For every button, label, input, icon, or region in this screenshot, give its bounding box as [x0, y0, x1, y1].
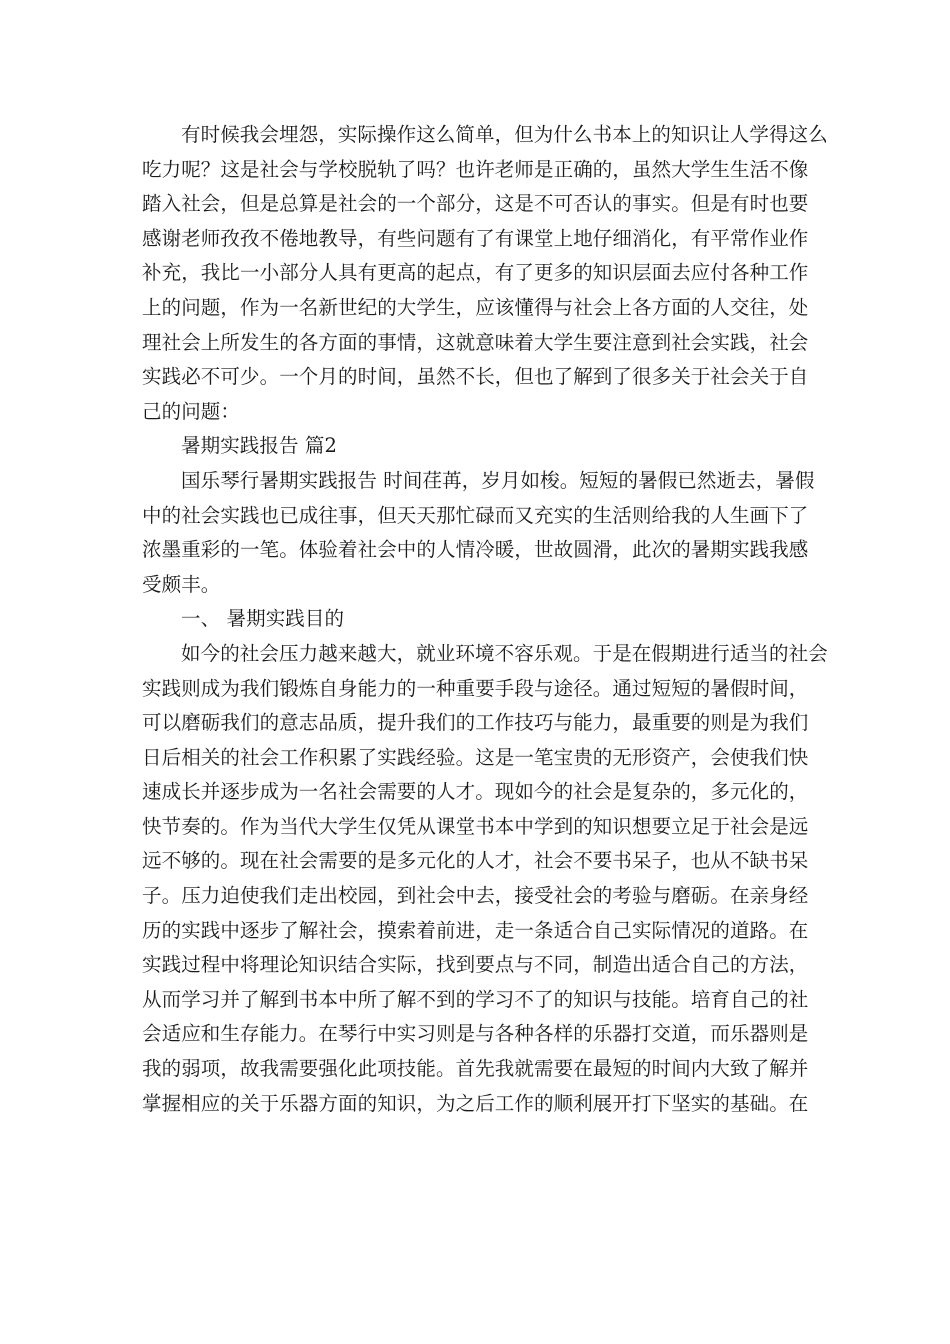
paragraph-purpose [142, 637, 828, 1121]
text-line: 从而学习并了解到书本中所了解不到的学习不了的知识与技能。培育自己的社 [142, 987, 809, 1011]
text-line: 踏入社会，但是总算是社会的一个部分，这是不可否认的事实。但是有时也要 [142, 192, 809, 216]
text-line: 速成长并逐步成为一名社会需要的人才。现如今的社会是复杂的，多元化的， [142, 780, 809, 804]
text-line: 补充，我比一小部分人具有更高的起点，有了更多的知识层面去应付各种工作 [142, 261, 809, 285]
text-line: 掌握相应的关于乐器方面的知识，为之后工作的顺利展开打下坚实的基础。在 [142, 1091, 809, 1115]
document-body [142, 118, 828, 1121]
text-line: 可以磨砺我们的意志品质，提升我们的工作技巧与能力，最重要的则是为我们 [142, 711, 809, 735]
paragraph-intro [142, 464, 815, 602]
text-line: 日后相关的社会工作积累了实践经验。这是一笔宝贵的无形资产，会使我们快 [142, 745, 809, 769]
text-line: 远不够的。现在社会需要的是多元化的人才，社会不要书呆子，也从不缺书呆 [142, 849, 809, 873]
text-line: 中的社会实践也已成往事，但天天那忙碌而又充实的生活则给我的人生画下了 [142, 503, 809, 527]
text-line: 如今的社会压力越来越大，就业环境不容乐观。于是在假期进行适当的社会 [181, 641, 828, 665]
section-heading-purpose [142, 602, 812, 637]
text-line: 我的弱项，故我需要强化此项技能。首先我就需要在最短的时间内大致了解并 [142, 1057, 809, 1081]
text-line: 实践则成为我们锻炼自身能力的一种重要手段与途径。通过短短的暑假时间， [142, 676, 809, 700]
text-line: 会适应和生存能力。在琴行中实习则是与各种各样的乐器打交道，而乐器则是 [142, 1022, 809, 1046]
text-line: 受颇丰。 [142, 572, 221, 596]
text-line: 吃力呢？这是社会与学校脱轨了吗？也许老师是正确的，虽然大学生生活不像 [142, 157, 809, 181]
text-line: 快节奏的。作为当代大学生仅凭从课堂书本中学到的知识想要立足于社会是远 [142, 814, 809, 838]
text-line: 浓墨重彩的一笔。体验着社会中的人情冷暖，世故圆滑，此次的暑期实践我感 [142, 538, 809, 562]
heading-line: 一、 暑期实践目的 [181, 607, 345, 631]
text-line: 子。压力迫使我们走出校园，到社会中去，接受社会的考验与磨砺。在亲身经 [142, 884, 809, 908]
text-line: 实践必不可少。一个月的时间，虽然不长，但也了解到了很多关于社会关于自 [142, 365, 809, 389]
heading-line: 暑期实践报告 篇2 [181, 434, 338, 458]
text-line: 国乐琴行暑期实践报告 时间荏苒，岁月如梭。短短的暑假已然逝去，暑假 [181, 468, 815, 492]
text-line: 历的实践中逐步了解社会，摸索着前进，走一条适合自己实际情况的道路。在 [142, 918, 809, 942]
section-heading-report-2 [142, 429, 812, 464]
text-line: 己的问题： [142, 399, 241, 423]
paragraph-1 [142, 118, 828, 429]
text-line: 有时候我会埋怨，实际操作这么简单，但为什么书本上的知识让人学得这么 [181, 123, 828, 146]
text-line: 实践过程中将理论知识结合实际，找到要点与不同，制造出适合自己的方法， [142, 953, 809, 977]
text-line: 感谢老师孜孜不倦地教导，有些问题有了有课堂上地仔细消化，有平常作业作 [142, 226, 809, 250]
text-line: 上的问题，作为一名新世纪的大学生，应该懂得与社会上各方面的人交往，处 [142, 295, 809, 319]
text-line: 理社会上所发生的各方面的事情，这就意味着大学生要注意到社会实践，社会 [142, 330, 809, 354]
